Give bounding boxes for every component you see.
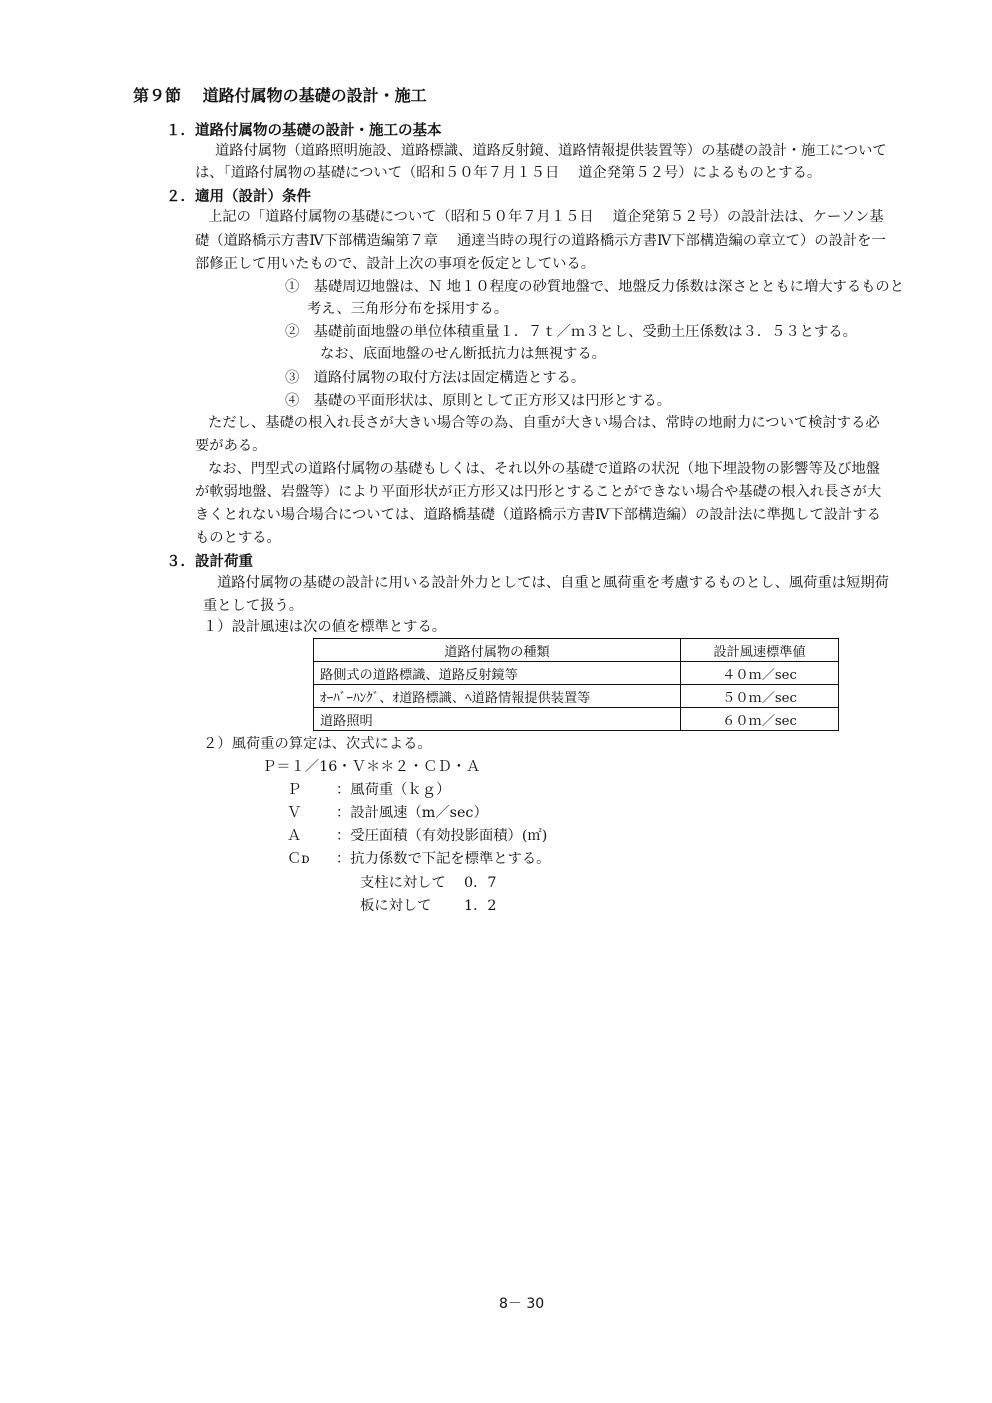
coef-value: 1．2 [464,898,497,914]
heading-1: １．道路付属物の基礎の設計・施工の基本 [166,123,442,139]
var-description: ：受圧面積（有効投影面積）(㎡) [336,828,548,844]
coef-label: 支柱に対して [360,875,446,891]
coef-value: 0．7 [464,875,497,891]
s2-note1-1: ただし、基礎の根入れ長さが大きい場合等の為、自重が大きい場合は、常時の地耐力について検討する必 [208,415,880,431]
s3-intro-1: 道路付属物の基礎の設計に用いる設計外力としては、自重と風荷重を考慮するものとし、風荷重は短期荷 [217,575,889,591]
var-symbol: Ｃᴅ [287,851,310,867]
s2-item-3: ③ 道路付属物の取付方法は固定構造とする。 [285,370,586,386]
table-cell-type: ｵｰﾊﾞｰﾊﾝｸﾞ、ｵ道路標識、ﾍ道路情報提供装置等 [314,685,681,708]
wind-speed-table [313,638,839,731]
table-cell-type: 路側式の道路標識、道路反射鏡等 [314,662,681,685]
s2-item-1: ① 基礎周辺地盤は、Ｎ 地１０程度の砂質地盤で、地盤反力係数は深さとともに増大するものと [285,279,905,295]
s2-note2-4: ものとする。 [195,530,281,546]
var-description: ：風荷重（ｋｇ） [336,782,451,798]
table-cell-speed: ４０ｍ／sec [681,662,839,685]
table-row [314,662,839,685]
heading-2: ２．適用（設計）条件 [166,189,311,205]
table-header-type: 道路付属物の種類 [314,639,681,662]
formula: Ｐ＝１／16・Ｖ＊＊２・ＣＤ・Ａ [262,759,481,775]
s3-sub2: ２）風荷重の算定は、次式による。 [203,736,432,752]
s2-intro-1: 上記の「道路付属物の基礎について（昭和５０年７月１５日 道企発第５２号）の設計法は、ケーソン基 [208,209,884,225]
table-cell-type: 道路照明 [314,708,681,731]
s2-item-1-cont: 考え、三角形分布を採用する。 [307,301,509,317]
var-symbol: Ａ [287,828,302,844]
s2-item-2: ② 基礎前面地盤の単位体積重量１．７ｔ／ｍ３とし、受動土圧係数は３．５３とする。 [285,324,857,340]
var-description: ：抗力係数で下記を標準とする。 [336,851,551,867]
s3-intro-2: 重として扱う。 [203,598,304,614]
s1-line-1: 道路付属物（道路照明施設、道路標識、道路反射鏡、道路情報提供装置等）の基礎の設計・施工について [215,143,887,159]
page-number: 8－ 30 [499,1296,545,1312]
table-row [314,685,839,708]
s2-note2-1: なお、門型式の道路付属物の基礎もしくは、それ以外の基礎で道路の状況（地下埋設物の影響等及び地盤 [208,461,880,477]
table-header-speed: 設計風速標準値 [681,639,839,662]
s2-note2-3: きくとれない場合場合については、道路橋基礎（道路橋示方書Ⅳ下部構造編）の設計法に準拠して設計する [195,507,881,523]
heading-3: ３．設計荷重 [166,554,253,570]
var-description: ：設計風速（m／sec） [336,805,488,821]
s2-item-2-note: なお、底面地盤のせん断抵抗力は無視する。 [320,346,606,362]
s1-line-2: は、「道路付属物の基礎について（昭和５０年７月１５日 道企発第５２号）によるものとする。 [195,165,822,181]
var-symbol: Ｖ [287,805,302,821]
s2-note1-2: 要がある。 [195,438,267,454]
s2-intro-2: 礎（道路橋示方書Ⅳ下部構造編第７章 通達当時の現行の道路橋示方書Ⅳ下部構造編の章立て）の設計を一 [195,233,886,249]
table-cell-speed: ５０ｍ／sec [681,685,839,708]
section-title: 第９節 道路付属物の基礎の設計・施工 [133,86,427,105]
var-symbol: Ｐ [287,782,302,798]
table-header-row [314,639,839,662]
table-row [314,708,839,731]
table-cell-speed: ６０ｍ／sec [681,708,839,731]
coef-label: 板に対して [360,898,432,914]
s2-item-4: ④ 基礎の平面形状は、原則として正方形又は円形とする。 [285,393,672,409]
s3-sub1: １）設計風速は次の値を標準とする。 [203,619,447,635]
s2-note2-2: が軟弱地盤、岩盤等）により平面形状が正方形又は円形とすることができない場合や基礎の根入れ長さが大 [195,484,882,500]
s2-intro-3: 部修正して用いたもので、設計上次の事項を仮定としている。 [195,256,596,272]
